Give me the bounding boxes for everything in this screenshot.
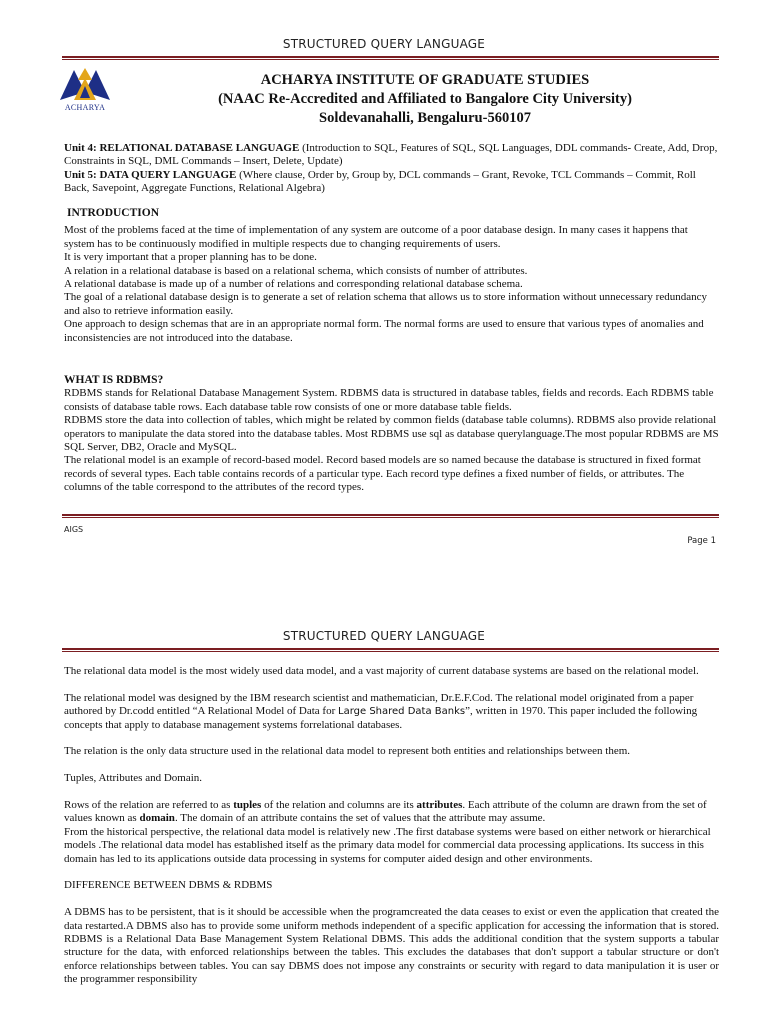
intro-paragraph: A relation in a relational database is based on a relational schema, which consists of number of attributes. [64, 264, 528, 277]
unit-5-label: Unit 5: DATA QUERY LANGUAGE [64, 168, 237, 181]
body-paragraph: A DBMS has to be persistent, that is it should be accessible when the programcreated the data ceases to exist or even the application that created the data restarted.A DBMS also has to provide some uniform methods independent of a specific application for accessing the information that is stored. RDBMS is a Relational Data Base Management System Relational DBMS. This adds the additional condition that the system supports a tabular structure for the data, with enforced relationships between the tables. This excludes the databases that don't support a tabular structure or don't enforce relationships between tables. You can say DBMS does not impose any constraints or security with regard to data manipulation it is user or the programmer responsibility [64, 906, 719, 986]
intro-paragraph: It is very important that a proper planning has to be done. [64, 251, 317, 264]
institution-address: Soldevanahalli, Bengaluru-560107 [319, 110, 531, 126]
header-rule [62, 648, 719, 652]
intro-paragraph: Most of the problems faced at the time of implementation of any system are outcome of a poor database design. In many cases it happens that system has to be continuously modified in multiple respects due to changing requirements of users. [64, 224, 688, 250]
body-paragraph [64, 692, 719, 732]
section-heading: DIFFERENCE BETWEEN DBMS & RDBMS [64, 879, 273, 892]
body-paragraph: Tuples, Attributes and Domain. [64, 772, 203, 785]
institution-accreditation: (NAAC Re-Accredited and Affiliated to Bangalore City University) [218, 91, 632, 107]
logo-text: ACHARYA [64, 103, 106, 112]
running-header: STRUCTURED QUERY LANGUAGE [282, 629, 486, 643]
unit-4-label: Unit 4: RELATIONAL DATABASE LANGUAGE [64, 142, 300, 154]
header-rule [62, 56, 719, 60]
rdbms-heading: WHAT IS RDBMS? [64, 374, 164, 386]
logo-emblem-icon [52, 64, 118, 102]
unit-4-desc: (Introduction to SQL, Features of SQL, SQL Languages, DDL commands- Create, Add, Drop, Constraints in SQL, DML Commands – Insert, Delete, Update) [64, 142, 718, 168]
intro-paragraph: The goal of a relational database design is to generate a set of relation schema that allows us to store information without unnecessary redundancy and also to retrieve information easily. [64, 291, 707, 317]
rdbms-paragraph: The relational model is an example of record-based model. Record based models are so named because the database is structured in fixed format records of several types. Each table contains records of a particular type. Each record type defines a fixed number of fields, or attributes. The columns of the table correspond to the attributes of the record types. [64, 454, 701, 494]
units-block [64, 142, 719, 196]
introduction-section [64, 207, 719, 345]
body-text: . The domain of an attribute contains the set of values that the attribute may assume. [174, 812, 546, 825]
rdbms-section [64, 374, 719, 495]
page-2 [0, 620, 768, 1024]
term-domain: domain [139, 812, 175, 825]
footer-left: AIGS [64, 525, 84, 534]
institution-name: ACHARYA INSTITUTE OF GRADUATE STUDIES [260, 72, 590, 88]
institute-logo [52, 64, 118, 114]
term-tuples: tuples [233, 799, 262, 811]
page2-body [64, 665, 719, 987]
body-paragraph: The relational data model is the most widely used data model, and a vast majority of current database systems are based on the relational model. [64, 665, 699, 677]
body-text: Rows of the relation are referred to as [64, 799, 234, 811]
body-paragraph: From the historical perspective, the relational data model is relatively new .The first database systems were based on either network or hierarchical models .The relational data model has established itself as the primary data model for commercial data processing applications. Its success in this domain has led to its applications outside data processing in systems for computer aided design and other environments. [64, 825, 711, 865]
body-paragraph [64, 799, 719, 826]
body-text: The relational model was designed by the IBM research scientist and mathematician, Dr.E.F.Cod. The relational model originated from a paper authored by Dr.codd entitled “A Relational Model of Data for [64, 691, 694, 718]
body-paragraph: The relation is the only data structure used in the relational data model to represent both entities and relationships between them. [64, 745, 631, 758]
rdbms-paragraph: RDBMS store the data into collection of tables, which might be related by common fields (database table columns). RDBMS also provide relational operators to manipulate the data stored into the database tables. Most RDBMS use sql as database querylanguage.The most popular RDBMS are MS SQL Server, DB2, Oracle and MySQL. [64, 414, 719, 454]
unit-5 [64, 169, 719, 196]
unit-5-desc: (Where clause, Order by, Group by, DCL commands – Grant, Revoke, TCL Commands – Commit, Roll Back, Savepoint, Aggregate Functions, Relational Algebra) [64, 168, 696, 195]
body-text: ”, written in 1970. This paper included the following concepts that apply to database management systems forrelational databases. [64, 705, 698, 731]
running-header: STRUCTURED QUERY LANGUAGE [282, 37, 486, 51]
footer-rule [62, 514, 719, 518]
intro-paragraph: A relational database is made up of a number of relations and corresponding relational database schema. [64, 278, 523, 291]
page-number: Page 1 [687, 536, 716, 546]
unit-4 [64, 142, 719, 169]
term-attributes: attributes [416, 799, 463, 811]
rdbms-paragraph: RDBMS stands for Relational Database Management System. RDBMS data is structured in database tables, fields and records. Each RDBMS table consists of database table rows. Each database table row consists of one or more database table fields. [64, 387, 714, 413]
intro-paragraph: One approach to design schemas that are in an appropriate normal form. The normal forms are used to ensure that various types of anomalies and inconsistencies are not introduced into the database. [64, 318, 704, 344]
paper-title: Large Shared Data Banks [338, 706, 466, 718]
body-text: . Each attribute of the column are drawn from the set of values known as [64, 799, 707, 825]
body-text: of the relation and columns are its [261, 799, 417, 811]
introduction-heading: INTRODUCTION [67, 207, 160, 219]
